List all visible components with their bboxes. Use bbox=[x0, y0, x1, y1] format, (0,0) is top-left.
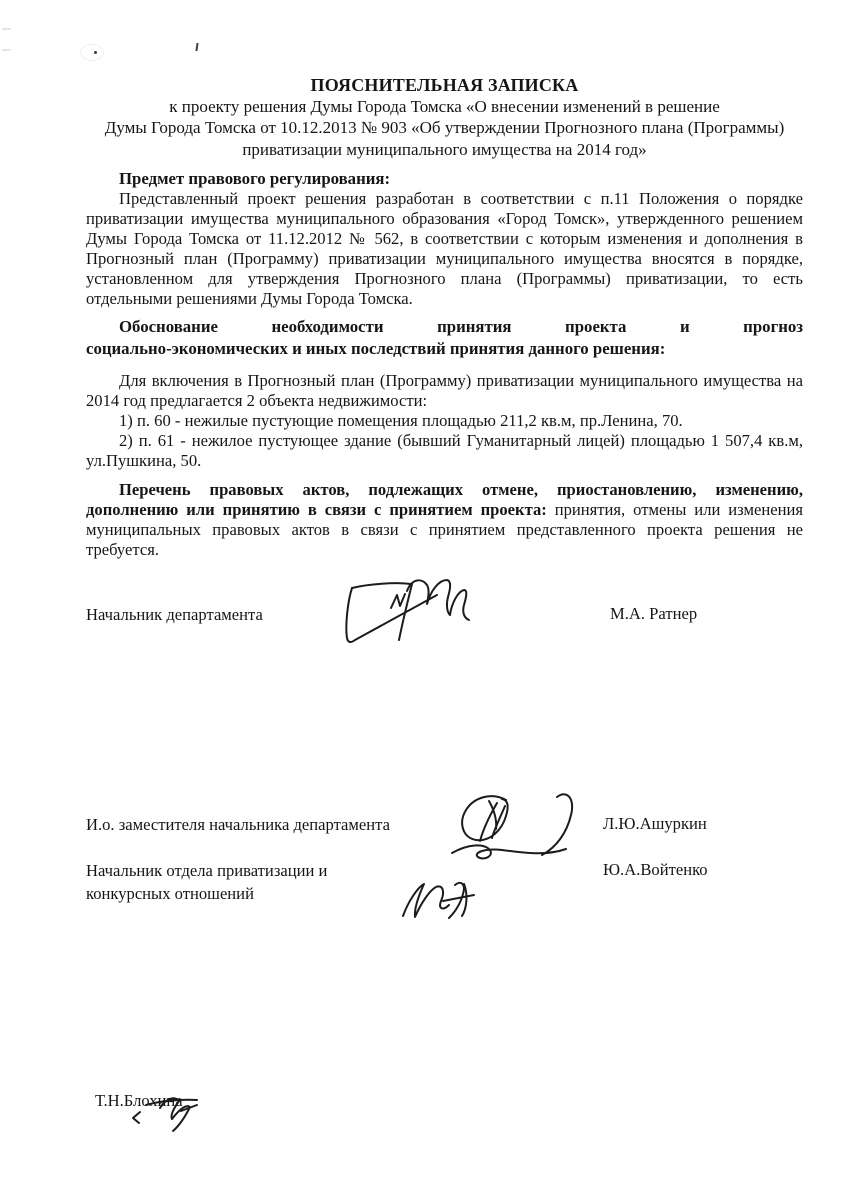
legal-acts-heading: Перечень правовых актов, подлежащих отмене, приостановлению, изменению, дополнению или принятию в связи с принятием проекта: bbox=[86, 479, 803, 519]
signatory-name-3: Ю.А.Войтенко bbox=[603, 860, 708, 879]
signatory-position-2: И.о. заместителя начальника департамента bbox=[86, 815, 390, 834]
list-item-object-2: 2) п. 61 - нежилое пустующее здание (бывший Гуманитарный лицей) площадью 1 507,4 кв.м, ул.Пушкина, 50. bbox=[86, 430, 803, 470]
signature-ashurkin bbox=[440, 785, 575, 875]
scan-artifact bbox=[2, 49, 11, 51]
scan-artifact bbox=[2, 28, 11, 30]
heading-justification-line-1: Обоснование необходимости принятия проекта и прогноз bbox=[119, 316, 803, 336]
signatory-position-3: Начальник отдела приватизации и конкурсных отношений bbox=[86, 861, 328, 903]
heading-justification-line-2: социально-экономических и иных последствий принятия данного решения: bbox=[86, 338, 666, 358]
paragraph-subject-body: Представленный проект решения разработан в соответствии с п.11 Положения о порядке приватизации имущества муниципального образования «Город Томск», утвержденного решением Думы Города Томска от 11.12.2012 № 562, в соответствии с которым изменения и дополнения в Прогнозный план (Программу) приватизации муниципального имущества вносятся в порядке, установленном для утверждения Прогнозного плана (Программы) приватизации, то есть отдельными решениями Думы Города Томска. bbox=[86, 188, 803, 308]
executor-name: Т.Н.Блохина bbox=[95, 1091, 183, 1110]
legal-acts-text: принятия, отмены или изменения муниципальных правовых актов в связи с принятием представленного проекта решения не требуется. bbox=[86, 499, 803, 559]
signature-blokhina bbox=[128, 1095, 208, 1140]
heading-subject-of-regulation: Предмет правового регулирования: bbox=[119, 168, 391, 188]
signature-voytenko bbox=[395, 878, 500, 938]
signatory-name-2: Л.Ю.Ашуркин bbox=[603, 814, 707, 833]
list-item-object-1: 1) п. 60 - нежилые пустующие помещения площадью 211,2 кв.м, пр.Ленина, 70. bbox=[119, 410, 683, 430]
document-subtitle-line-3: приватизации муниципального имущества на 2014 год» bbox=[242, 139, 647, 159]
signature-ratner bbox=[335, 572, 475, 650]
document-title: ПОЯСНИТЕЛЬНАЯ ЗАПИСКА bbox=[310, 75, 579, 95]
paragraph-objects-intro: Для включения в Прогнозный план (Программу) приватизации муниципального имущества на 2014 год предлагается 2 объекта недвижимости: bbox=[86, 370, 803, 410]
document-subtitle-line-2: Думы Города Томска от 10.12.2013 № 903 «Об утверждении Прогнозного плана (Программы) bbox=[104, 118, 785, 138]
paragraph-legal-acts bbox=[86, 480, 803, 560]
document-body bbox=[86, 0, 803, 560]
signatory-name-1: М.А. Ратнер bbox=[610, 604, 698, 623]
document-subtitle-line-1: к проекту решения Думы Города Томска «О внесении изменений в решение bbox=[169, 97, 720, 116]
signatory-position-1: Начальник департамента bbox=[86, 605, 263, 624]
